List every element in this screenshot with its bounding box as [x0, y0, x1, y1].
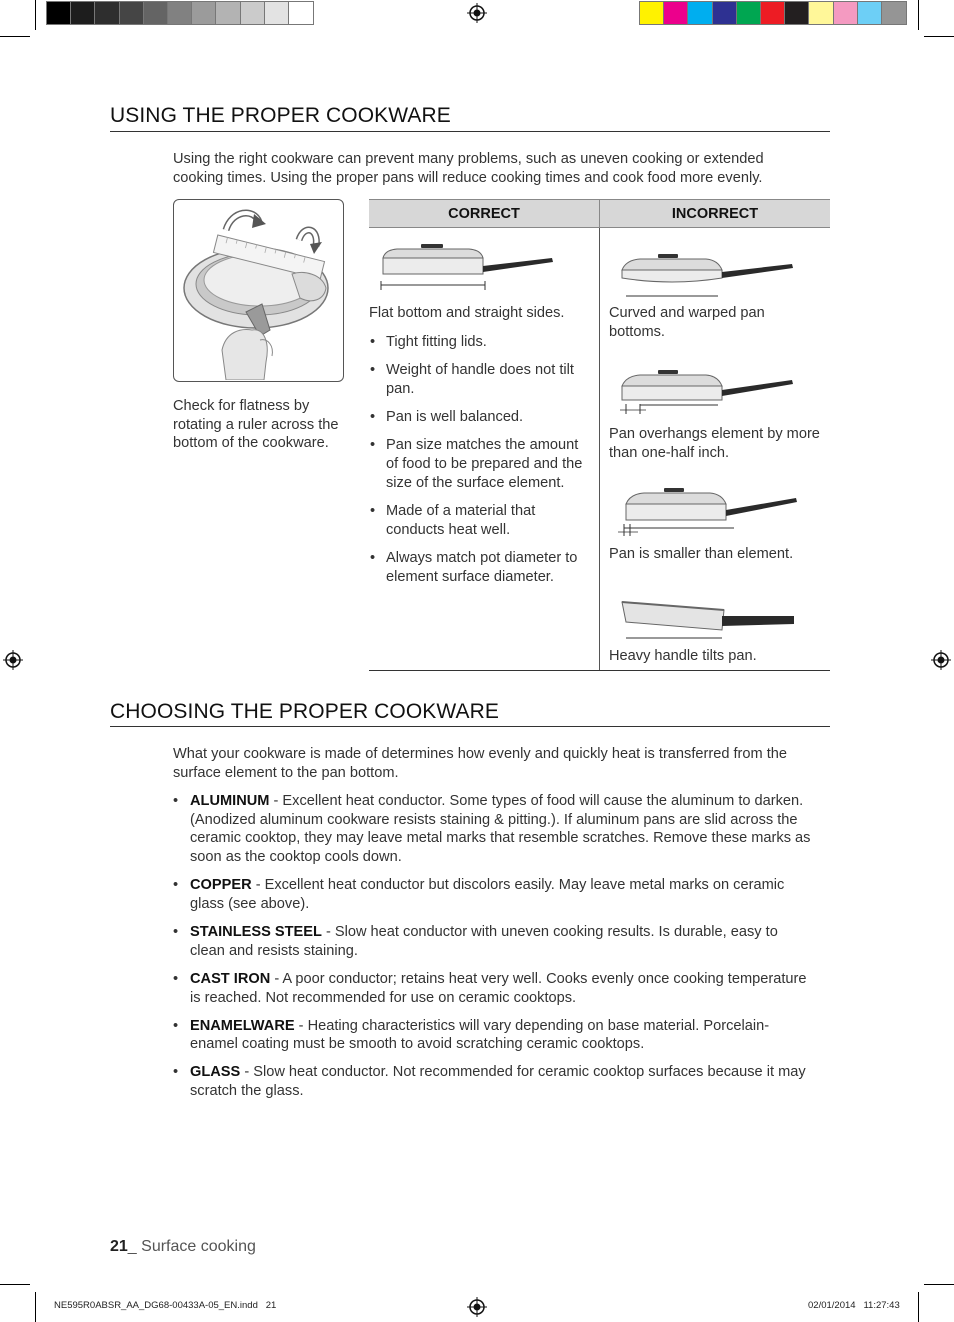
gray-swatch	[216, 2, 240, 24]
material-item	[173, 1063, 815, 1100]
material-description: - Excellent heat conductor. Some types of food will cause the aluminum to darken. (Anodized aluminum cookware resists staining & pitting.). If aluminum pans are slid across the ceramic cooktop, they may leave metal marks that resemble scratches. Remove these marks as soon as the cooktop cools down.	[190, 793, 811, 866]
frying-pan-icon	[377, 240, 557, 298]
ruler-flatness-check-icon	[174, 200, 342, 380]
color-swatch	[761, 2, 785, 24]
correct-list-item: • Pan is well balanced.	[369, 408, 591, 427]
color-swatch	[785, 2, 809, 24]
crop-mark	[0, 1284, 30, 1285]
color-swatch	[737, 2, 761, 24]
gray-swatch	[144, 2, 168, 24]
crop-mark	[924, 1284, 954, 1285]
material-term: CAST IRON	[190, 970, 271, 987]
material-term: ENAMELWARE	[190, 1017, 295, 1034]
color-swatch	[713, 2, 737, 24]
header-incorrect: INCORRECT	[600, 199, 830, 228]
page-footer	[110, 1238, 256, 1256]
correct-list-item: • Always match pot diameter to element surface diameter.	[369, 549, 591, 586]
gray-swatch	[289, 2, 313, 24]
header-correct: CORRECT	[369, 199, 599, 228]
frying-pan-icon	[618, 368, 798, 418]
material-term: ALUMINUM	[190, 793, 270, 809]
material-item	[173, 1017, 815, 1054]
flatness-illustration	[173, 199, 344, 382]
gray-swatch	[265, 2, 289, 24]
correct-list	[369, 333, 591, 596]
gray-swatch	[241, 2, 265, 24]
print-file-name: NE595R0ABSR_AA_DG68-00433A-05_EN.indd 21	[54, 1300, 277, 1311]
gray-swatch	[192, 2, 216, 24]
registration-mark-icon	[3, 650, 23, 670]
correct-list-item: • Tight fitting lids.	[369, 333, 591, 352]
incorrect-item-smaller: Pan is smaller than element.	[609, 546, 794, 562]
gray-swatch	[120, 2, 144, 24]
registration-mark-icon	[467, 1297, 487, 1317]
correct-list-item: • Made of a material that conducts heat well.	[369, 502, 591, 539]
materials-list	[173, 792, 815, 1110]
material-description: - Excellent heat conductor but discolors easily. May leave metal marks on ceramic glass (see above).	[190, 877, 785, 912]
crop-mark	[35, 0, 36, 30]
color-swatch	[858, 2, 882, 24]
table-bottom-rule	[369, 670, 830, 671]
material-item	[173, 876, 815, 913]
color-swatch	[664, 2, 688, 24]
frying-pan-icon	[618, 486, 802, 538]
intro-paragraph: Using the right cookware can prevent many problems, such as uneven cooking or extended cooking times. Using the proper pans will reduce cooking times and cook food more evenly.	[173, 151, 764, 186]
gray-swatch	[168, 2, 192, 24]
crop-mark	[918, 0, 919, 30]
section-divider	[110, 726, 830, 727]
gray-swatch	[95, 2, 119, 24]
correct-list-item: • Weight of handle does not tilt pan.	[369, 361, 591, 398]
incorrect-item-warped: Curved and warped pan bottoms.	[609, 305, 765, 340]
section-divider	[110, 131, 830, 132]
material-item	[173, 970, 815, 1007]
material-description: - A poor conductor; retains heat very well. Cooks evenly once cooking temperature is reached. Not recommended for use on ceramic cooktops.	[190, 970, 807, 1006]
gray-swatch	[47, 2, 71, 24]
crop-mark	[924, 36, 954, 37]
frying-pan-icon	[618, 252, 798, 300]
material-term: COPPER	[190, 877, 252, 894]
material-term: STAINLESS STEEL	[190, 924, 322, 940]
crop-mark	[918, 1292, 919, 1322]
material-description: - Heating characteristics will vary depending on base material. Porcelain-enamel coating must be smooth to avoid scratching ceramic cooktops.	[190, 1017, 770, 1053]
section-title-choosing-cookware: CHOOSING THE PROPER COOKWARE	[110, 700, 500, 723]
color-swatch	[688, 2, 712, 24]
print-timestamp: 02/01/2014 11:27:43	[808, 1300, 900, 1311]
registration-mark-icon	[467, 3, 487, 23]
material-item	[173, 923, 815, 960]
incorrect-item-overhang: Pan overhangs element by more than one-half inch.	[609, 426, 820, 461]
color-swatch	[882, 2, 906, 24]
color-swatch	[640, 2, 664, 24]
materials-intro: What your cookware is made of determines how evenly and quickly heat is transferred from the surface element to the pan bottom.	[173, 746, 788, 781]
table-column-divider	[599, 199, 600, 671]
material-description: - Slow heat conductor. Not recommended for ceramic cooktop surfaces because it may scratch the glass.	[190, 1064, 806, 1100]
color-swatch	[809, 2, 833, 24]
material-item	[173, 792, 815, 867]
material-description: - Slow heat conductor with uneven cooking results. Is durable, easy to clean and resists staining.	[190, 924, 778, 959]
crop-mark	[0, 36, 30, 37]
incorrect-item-heavy-handle: Heavy handle tilts pan.	[609, 648, 757, 664]
page-number: 21	[110, 1238, 128, 1255]
table-header-divider	[599, 199, 600, 228]
footer-section-name: _ Surface cooking	[127, 1238, 256, 1255]
registration-mark-icon	[931, 650, 951, 670]
material-term: GLASS	[190, 1064, 241, 1081]
crop-mark	[35, 1292, 36, 1322]
section-title-using-cookware: USING THE PROPER COOKWARE	[110, 104, 451, 127]
color-swatch	[834, 2, 858, 24]
illustration-caption: Check for flatness by rotating a ruler across the bottom of the cookware.	[173, 398, 339, 452]
frying-pan-icon	[618, 598, 802, 642]
correct-list-item: • Pan size matches the amount of food to be prepared and the size of the surface element.	[369, 436, 591, 492]
correct-lead-text: Flat bottom and straight sides.	[369, 305, 565, 321]
gray-swatch	[71, 2, 95, 24]
